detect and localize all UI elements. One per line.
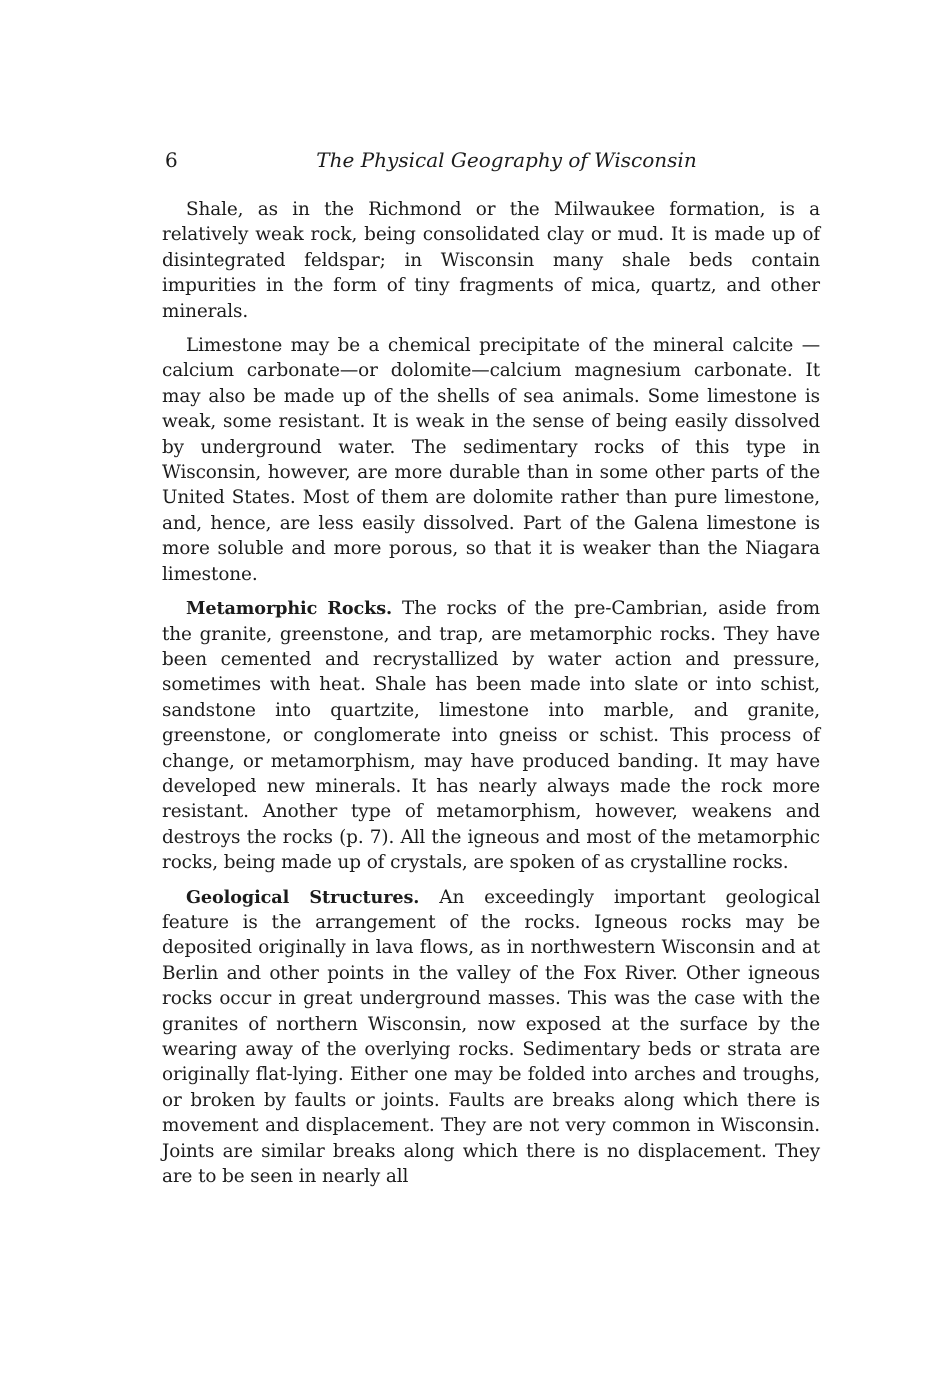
body-text: [162, 197, 820, 1198]
paragraph-geological-structures: [162, 885, 820, 1190]
paragraph-text: Limestone may be a chemical precipitate of the mineral calcite —calcium carbonate—or dolomite—calcium magnesium carbonate. It may also be made up of the shells of sea animals. Some limestone is weak, some resistant. It is weak in the sense of being easily dissolved by underground water. The sedimentary rocks of this type in Wisconsin, however, are more durable than in some other parts of the United States. Most of them are dolomite rather than pure limestone, and, hence, are less easily dissolved. Part of the Galena limestone is more soluble and more porous, so that it is weaker than the Niagara limestone.: [162, 335, 820, 585]
page-number: 6: [165, 148, 178, 172]
paragraph-text: An exceedingly important geological feature is the arrangement of the rocks. Igneous rocks may be deposited originally in lava flows, as in northwestern Wisconsin and at Berlin and other points in the valley of the Fox River. Other igneous rocks occur in great underground masses. This was the case with the granites of northern Wisconsin, now exposed at the surface by the wearing away of the overlying rocks. Sedimentary beds or strata are originally flat-lying. Either one may be folded into arches and troughs, or broken by faults or joints. Faults are breaks along which there is movement and displacement. They are not very common in Wisconsin. Joints are similar breaks along which there is no displacement. They are to be seen in nearly all: [162, 886, 820, 1188]
page-header: [165, 146, 820, 176]
section-heading-metamorphic-rocks: Metamorphic Rocks.: [186, 598, 393, 620]
paragraph-shale: [162, 197, 820, 324]
paragraph-limestone: [162, 333, 820, 587]
paragraph-text: Shale, as in the Richmond or the Milwaukee formation, is a relatively weak rock, being consolidated clay or mud. It is made up of disintegrated feldspar; in Wisconsin many shale beds contain impurities in the form of tiny fragments of mica, quartz, and other minerals.: [162, 199, 820, 322]
section-heading-geological-structures: Geological Structures.: [186, 886, 420, 908]
running-title: The Physical Geography of Wisconsin: [316, 148, 697, 172]
paragraph-metamorphic-rocks: [162, 596, 820, 875]
paragraph-text: The rocks of the pre-Cambrian, aside from the granite, greenstone, and trap, are metamorphic rocks. They have been cemented and recrystallized by water action and pressure, sometimes with heat. Shale has been made into slate or into schist, sandstone into quartzite, limestone into marble, and granite, greenstone, or conglomerate into gneiss or schist. This process of change, or metamorphism, may have produced banding. It may have developed new minerals. It has nearly always made the rock more resistant. Another type of metamorphism, however, weakens and destroys the rocks (p. 7). All the igneous and most of the metamorphic rocks, being made up of crystals, are spoken of as crystalline rocks.: [162, 598, 821, 874]
